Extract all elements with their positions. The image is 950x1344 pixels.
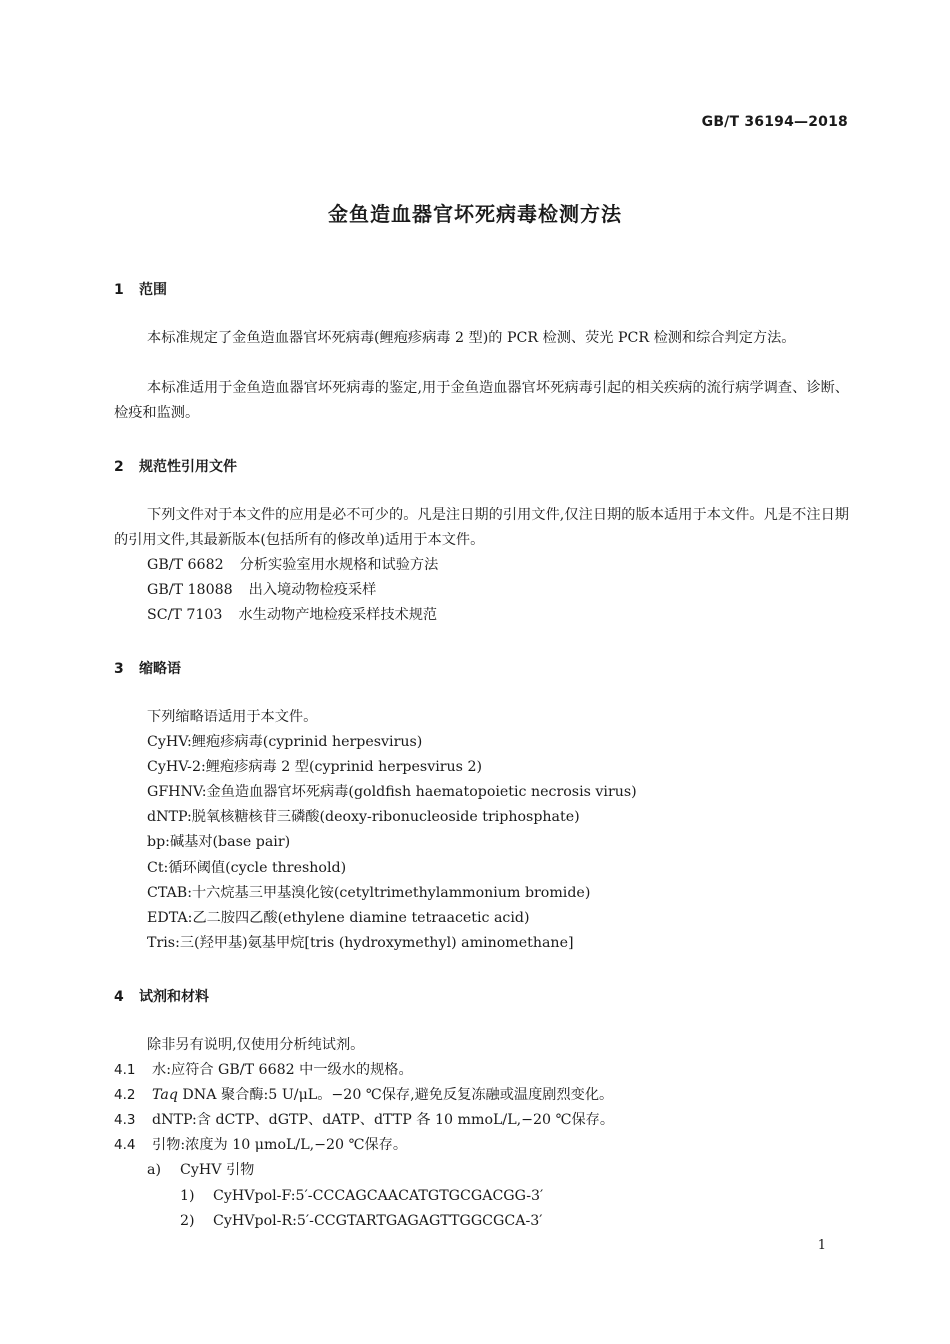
section-2-number: 2 xyxy=(114,459,124,475)
section-4-heading xyxy=(114,986,209,1006)
section-2-intro: 下列文件对于本文件的应用是必不可少的。凡是注日期的引用文件,仅注日期的版本适用于本文件。凡是不注日期的引用文件,其最新版本(包括所有的修改单)适用于本文件。 xyxy=(114,507,849,548)
clause-text: 引物:浓度为 10 μmoL/L,−20 ℃保存。 xyxy=(152,1137,408,1153)
section-1-heading xyxy=(114,279,167,299)
section-2-heading xyxy=(114,456,237,476)
standard-number: GB/T 36194—2018 xyxy=(701,114,848,130)
abbreviation-item: Ct:循环阈值(cycle threshold) xyxy=(147,860,347,876)
clause-text: DNA 聚合酶:5 U/μL。−20 ℃保存,避免反复冻融或温度剧烈变化。 xyxy=(177,1087,614,1103)
abbreviation-item: Tris:三(羟甲基)氨基甲烷[tris (hydroxymethyl) aminomethane] xyxy=(147,935,574,951)
primer-item xyxy=(180,1184,543,1209)
reference-code: GB/T 6682 xyxy=(147,557,224,573)
clause-number: 4.1 xyxy=(114,1062,136,1078)
section-1-number: 1 xyxy=(114,282,124,298)
section-1-title: 范围 xyxy=(139,282,167,298)
clause-4-1 xyxy=(114,1058,413,1083)
section-3-title: 缩略语 xyxy=(139,661,181,677)
reference-name: 出入境动物检疫采样 xyxy=(248,582,377,598)
reference-code: SC/T 7103 xyxy=(147,607,223,623)
reference-name: 分析实验室用水规格和试验方法 xyxy=(239,557,439,573)
abbreviation-item: CyHV-2:鲤疱疹病毒 2 型(cyprinid herpesvirus 2) xyxy=(147,759,483,775)
reference-item xyxy=(147,578,376,603)
clause-text: 水:应符合 GB/T 6682 中一级水的规格。 xyxy=(152,1062,413,1078)
abbreviation-item: GFHNV:金鱼造血器官坏死病毒(goldfish haematopoietic necrosis virus) xyxy=(147,784,637,800)
section-3-number: 3 xyxy=(114,661,124,677)
abbreviation-item: EDTA:乙二胺四乙酸(ethylene diamine tetraacetic acid) xyxy=(147,910,530,926)
section-4-intro: 除非另有说明,仅使用分析纯试剂。 xyxy=(147,1037,365,1053)
reference-name: 水生动物产地检疫采样技术规范 xyxy=(238,607,438,623)
reference-item xyxy=(147,603,437,628)
sub-item-a xyxy=(147,1158,254,1183)
reference-item xyxy=(147,553,438,578)
abbreviation-item: CTAB:十六烷基三甲基溴化铵(cetyltrimethylammonium bromide) xyxy=(147,885,591,901)
primer-text: CyHVpol-R:5′-CCGTARTGAGAGTTGGCGCA-3′ xyxy=(213,1213,543,1229)
clause-4-2 xyxy=(114,1083,613,1108)
abbreviation-item: CyHV:鲤疱疹病毒(cyprinid herpesvirus) xyxy=(147,734,423,750)
sub-item-label: a) xyxy=(147,1162,161,1178)
clause-number: 4.4 xyxy=(114,1137,136,1153)
abbreviation-item: dNTP:脱氧核糖核苷三磷酸(deoxy-ribonucleoside triphosphate) xyxy=(147,809,580,825)
abbreviation-item: bp:碱基对(base pair) xyxy=(147,834,291,850)
section-4-title: 试剂和材料 xyxy=(139,989,209,1005)
document-title: 金鱼造血器官坏死病毒检测方法 xyxy=(328,202,622,226)
clause-number: 4.3 xyxy=(114,1112,136,1128)
section-3-intro: 下列缩略语适用于本文件。 xyxy=(147,709,318,725)
section-1-paragraph-1: 本标准规定了金鱼造血器官坏死病毒(鲤疱疹病毒 2 型)的 PCR 检测、荧光 PCR 检测和综合判定方法。 xyxy=(147,330,796,346)
clause-italic-term: Taq xyxy=(152,1087,178,1103)
primer-item xyxy=(180,1209,543,1234)
reference-code: GB/T 18088 xyxy=(147,582,233,598)
clause-text: dNTP:含 dCTP、dGTP、dATP、dTTP 各 10 mmoL/L,−20 ℃保存。 xyxy=(152,1112,615,1128)
clause-number: 4.2 xyxy=(114,1087,136,1103)
section-1-paragraph-2: 本标准适用于金鱼造血器官坏死病毒的鉴定,用于金鱼造血器官坏死病毒引起的相关疾病的流行病学调查、诊断、检疫和监测。 xyxy=(114,380,849,421)
primer-text: CyHVpol-F:5′-CCCAGCAACATGTGCGACGG-3′ xyxy=(213,1188,544,1204)
section-4-number: 4 xyxy=(114,989,124,1005)
sub-item-text: CyHV 引物 xyxy=(180,1162,255,1178)
primer-label: 1) xyxy=(180,1188,195,1204)
page-number: 1 xyxy=(817,1238,826,1253)
clause-4-4 xyxy=(114,1133,407,1158)
section-3-heading xyxy=(114,658,181,678)
section-2-title: 规范性引用文件 xyxy=(139,459,237,475)
primer-label: 2) xyxy=(180,1213,195,1229)
clause-4-3 xyxy=(114,1108,614,1133)
